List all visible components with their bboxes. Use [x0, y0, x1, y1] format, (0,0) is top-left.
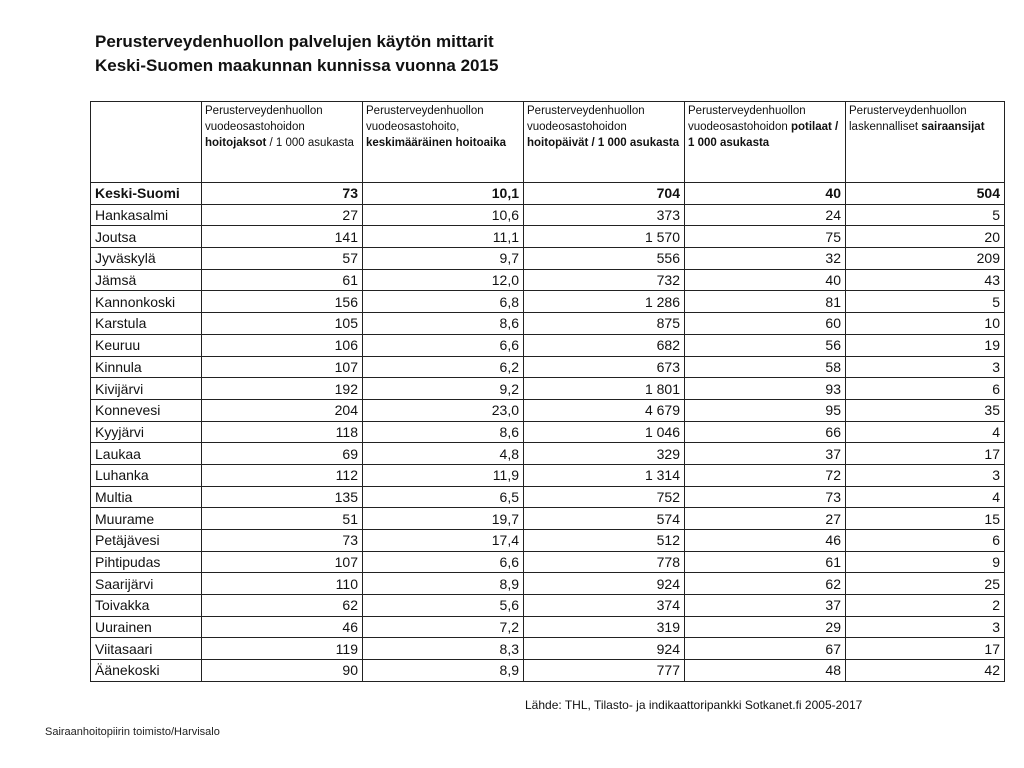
value-cell: 6,6	[363, 551, 524, 573]
municipality-cell: Keski-Suomi	[91, 183, 202, 205]
value-cell: 11,9	[363, 464, 524, 486]
value-cell: 704	[524, 183, 685, 205]
table-row	[91, 226, 1005, 248]
value-cell: 8,9	[363, 573, 524, 595]
table-row	[91, 291, 1005, 313]
value-cell: 1 801	[524, 378, 685, 400]
value-cell: 48	[685, 660, 846, 682]
value-cell: 1 314	[524, 464, 685, 486]
value-cell: 682	[524, 334, 685, 356]
municipality-cell: Saarijärvi	[91, 573, 202, 595]
value-cell: 62	[202, 595, 363, 617]
indicator-table	[90, 101, 1005, 682]
value-cell: 46	[202, 616, 363, 638]
value-cell: 66	[685, 421, 846, 443]
value-cell: 192	[202, 378, 363, 400]
value-cell: 29	[685, 616, 846, 638]
title-line-2: Keski-Suomen maakunnan kunnissa vuonna 2015	[95, 56, 499, 75]
value-cell: 732	[524, 269, 685, 291]
value-cell: 4	[846, 421, 1005, 443]
value-cell: 19,7	[363, 508, 524, 530]
value-cell: 319	[524, 616, 685, 638]
value-cell: 6	[846, 530, 1005, 552]
municipality-cell: Muurame	[91, 508, 202, 530]
value-cell: 1 046	[524, 421, 685, 443]
municipality-cell: Kinnula	[91, 356, 202, 378]
value-cell: 46	[685, 530, 846, 552]
table-row	[91, 269, 1005, 291]
value-cell: 556	[524, 248, 685, 270]
value-cell: 40	[685, 269, 846, 291]
value-cell: 95	[685, 399, 846, 421]
value-cell: 5	[846, 204, 1005, 226]
table-row	[91, 378, 1005, 400]
table-row	[91, 530, 1005, 552]
municipality-cell: Kyyjärvi	[91, 421, 202, 443]
value-cell: 12,0	[363, 269, 524, 291]
value-cell: 35	[846, 399, 1005, 421]
value-cell: 118	[202, 421, 363, 443]
value-cell: 32	[685, 248, 846, 270]
value-cell: 25	[846, 573, 1005, 595]
value-cell: 3	[846, 356, 1005, 378]
table-row	[91, 595, 1005, 617]
value-cell: 777	[524, 660, 685, 682]
header-cell-patients: Perusterveydenhuollon vuodeosastohoidon potilaat / 1 000 asukasta	[685, 102, 846, 183]
header-cell-care-days: Perusterveydenhuollon vuodeosastohoidon hoitopäivät / 1 000 asukasta	[524, 102, 685, 183]
municipality-cell: Äänekoski	[91, 660, 202, 682]
municipality-cell: Pihtipudas	[91, 551, 202, 573]
value-cell: 37	[685, 443, 846, 465]
table-row	[91, 638, 1005, 660]
value-cell: 56	[685, 334, 846, 356]
value-cell: 73	[202, 530, 363, 552]
value-cell: 2	[846, 595, 1005, 617]
table-row	[91, 508, 1005, 530]
value-cell: 105	[202, 313, 363, 335]
value-cell: 17	[846, 638, 1005, 660]
municipality-cell: Konnevesi	[91, 399, 202, 421]
municipality-cell: Keuruu	[91, 334, 202, 356]
value-cell: 673	[524, 356, 685, 378]
value-cell: 135	[202, 486, 363, 508]
value-cell: 7,2	[363, 616, 524, 638]
footer-credit: Sairaanhoitopiirin toimisto/Harvisalo	[45, 726, 220, 738]
value-cell: 27	[685, 508, 846, 530]
value-cell: 8,3	[363, 638, 524, 660]
value-cell: 72	[685, 464, 846, 486]
header-cell-episodes: Perusterveydenhuollon vuodeosastohoidon hoitojaksot / 1 000 asukasta	[202, 102, 363, 183]
value-cell: 6,2	[363, 356, 524, 378]
municipality-cell: Uurainen	[91, 616, 202, 638]
municipality-cell: Jämsä	[91, 269, 202, 291]
value-cell: 10,1	[363, 183, 524, 205]
value-cell: 8,6	[363, 313, 524, 335]
value-cell: 4 679	[524, 399, 685, 421]
value-cell: 8,9	[363, 660, 524, 682]
value-cell: 62	[685, 573, 846, 595]
table-row	[91, 660, 1005, 682]
value-cell: 90	[202, 660, 363, 682]
value-cell: 119	[202, 638, 363, 660]
header-cell-avg-stay: Perusterveydenhuollon vuodeosastohoito, keskimääräinen hoitoaika	[363, 102, 524, 183]
value-cell: 75	[685, 226, 846, 248]
municipality-cell: Jyväskylä	[91, 248, 202, 270]
value-cell: 43	[846, 269, 1005, 291]
value-cell: 107	[202, 551, 363, 573]
value-cell: 9	[846, 551, 1005, 573]
value-cell: 20	[846, 226, 1005, 248]
value-cell: 924	[524, 638, 685, 660]
table-body	[91, 183, 1005, 682]
value-cell: 6	[846, 378, 1005, 400]
municipality-cell: Kannonkoski	[91, 291, 202, 313]
value-cell: 37	[685, 595, 846, 617]
table-row	[91, 486, 1005, 508]
value-cell: 11,1	[363, 226, 524, 248]
value-cell: 42	[846, 660, 1005, 682]
municipality-cell: Toivakka	[91, 595, 202, 617]
table-row	[91, 573, 1005, 595]
value-cell: 10,6	[363, 204, 524, 226]
municipality-cell: Kivijärvi	[91, 378, 202, 400]
value-cell: 110	[202, 573, 363, 595]
value-cell: 19	[846, 334, 1005, 356]
value-cell: 6,5	[363, 486, 524, 508]
value-cell: 15	[846, 508, 1005, 530]
value-cell: 778	[524, 551, 685, 573]
value-cell: 27	[202, 204, 363, 226]
value-cell: 574	[524, 508, 685, 530]
value-cell: 329	[524, 443, 685, 465]
value-cell: 374	[524, 595, 685, 617]
value-cell: 6,6	[363, 334, 524, 356]
value-cell: 204	[202, 399, 363, 421]
value-cell: 106	[202, 334, 363, 356]
value-cell: 73	[202, 183, 363, 205]
value-cell: 9,7	[363, 248, 524, 270]
value-cell: 17,4	[363, 530, 524, 552]
value-cell: 504	[846, 183, 1005, 205]
value-cell: 3	[846, 464, 1005, 486]
value-cell: 875	[524, 313, 685, 335]
header-cell-municipality	[91, 102, 202, 183]
value-cell: 58	[685, 356, 846, 378]
table-row	[91, 421, 1005, 443]
table-row	[91, 464, 1005, 486]
value-cell: 156	[202, 291, 363, 313]
source-note: Lähde: THL, Tilasto- ja indikaattoripankki Sotkanet.fi 2005-2017	[525, 698, 863, 712]
title-block	[95, 30, 498, 78]
value-cell: 23,0	[363, 399, 524, 421]
value-cell: 5	[846, 291, 1005, 313]
table-row	[91, 616, 1005, 638]
value-cell: 57	[202, 248, 363, 270]
value-cell: 69	[202, 443, 363, 465]
value-cell: 10	[846, 313, 1005, 335]
value-cell: 1 286	[524, 291, 685, 313]
municipality-cell: Multia	[91, 486, 202, 508]
title-line-1: Perusterveydenhuollon palvelujen käytön mittarit	[95, 32, 494, 51]
municipality-cell: Petäjävesi	[91, 530, 202, 552]
table-row	[91, 313, 1005, 335]
value-cell: 512	[524, 530, 685, 552]
municipality-cell: Luhanka	[91, 464, 202, 486]
value-cell: 3	[846, 616, 1005, 638]
municipality-cell: Laukaa	[91, 443, 202, 465]
value-cell: 4,8	[363, 443, 524, 465]
value-cell: 61	[685, 551, 846, 573]
value-cell: 61	[202, 269, 363, 291]
table-row	[91, 443, 1005, 465]
value-cell: 5,6	[363, 595, 524, 617]
value-cell: 1 570	[524, 226, 685, 248]
value-cell: 81	[685, 291, 846, 313]
value-cell: 107	[202, 356, 363, 378]
table-row-total	[91, 183, 1005, 205]
table-row	[91, 248, 1005, 270]
value-cell: 9,2	[363, 378, 524, 400]
table-row	[91, 204, 1005, 226]
municipality-cell: Viitasaari	[91, 638, 202, 660]
header-cell-beds: Perusterveydenhuollon laskennalliset sairaansijat	[846, 102, 1005, 183]
value-cell: 373	[524, 204, 685, 226]
value-cell: 24	[685, 204, 846, 226]
value-cell: 141	[202, 226, 363, 248]
table-row	[91, 356, 1005, 378]
value-cell: 40	[685, 183, 846, 205]
municipality-cell: Joutsa	[91, 226, 202, 248]
municipality-cell: Karstula	[91, 313, 202, 335]
value-cell: 4	[846, 486, 1005, 508]
value-cell: 67	[685, 638, 846, 660]
table-row	[91, 334, 1005, 356]
value-cell: 60	[685, 313, 846, 335]
value-cell: 752	[524, 486, 685, 508]
table-row	[91, 399, 1005, 421]
header-row	[91, 102, 1005, 183]
value-cell: 209	[846, 248, 1005, 270]
value-cell: 93	[685, 378, 846, 400]
value-cell: 6,8	[363, 291, 524, 313]
value-cell: 8,6	[363, 421, 524, 443]
municipality-cell: Hankasalmi	[91, 204, 202, 226]
value-cell: 17	[846, 443, 1005, 465]
value-cell: 51	[202, 508, 363, 530]
table-row	[91, 551, 1005, 573]
value-cell: 112	[202, 464, 363, 486]
value-cell: 73	[685, 486, 846, 508]
value-cell: 924	[524, 573, 685, 595]
